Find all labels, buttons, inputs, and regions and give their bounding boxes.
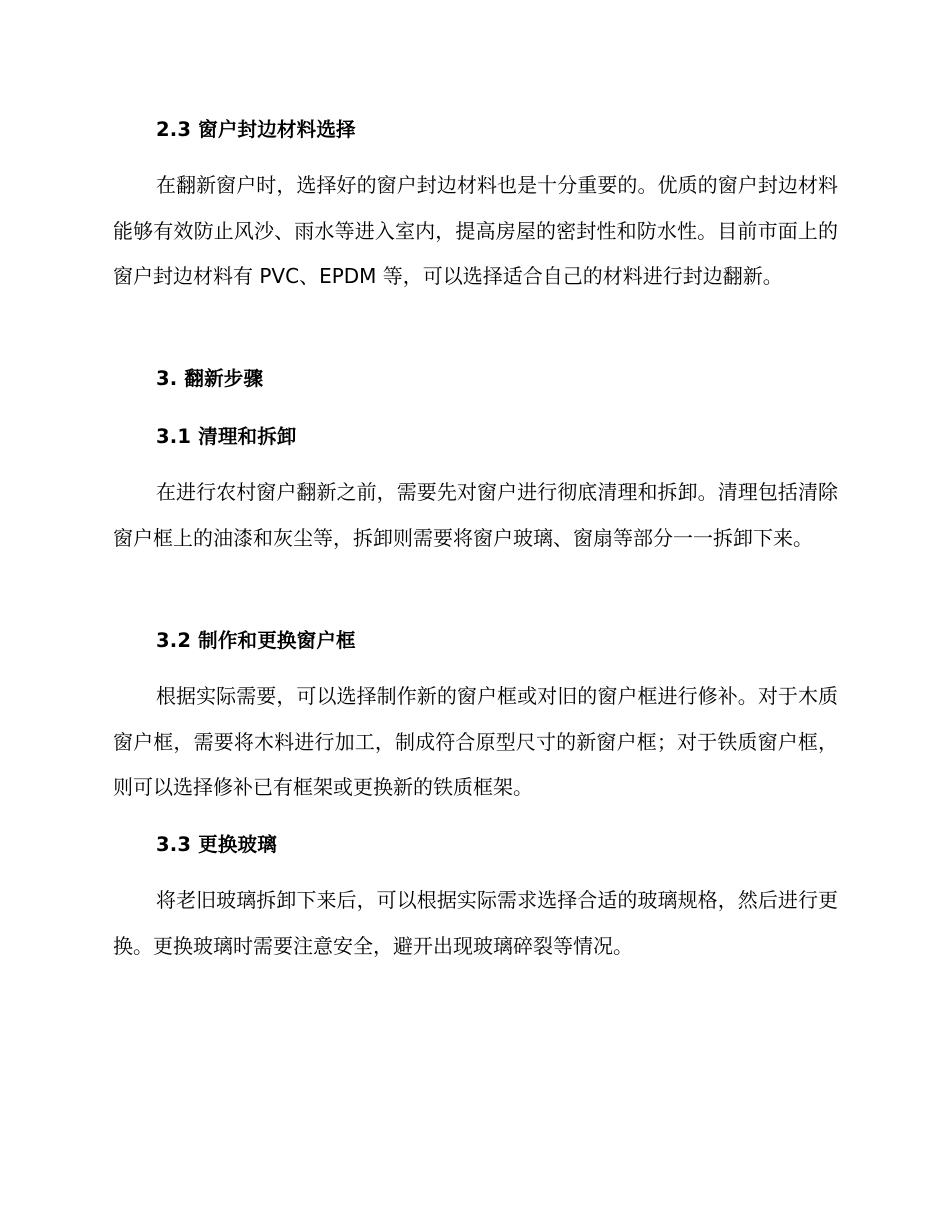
section-heading-3-2: 3.2 制作和更换窗户框: [156, 629, 356, 652]
section-paragraph-2-3: 在翻新窗户时，选择好的窗户封边材料也是十分重要的。优质的窗户封边材料能够有效防止风沙、雨水等进入室内，提高房屋的密封性和防水性。目前市面上的窗户封边材料有 PVC、EPDM 等，可以选择适合自己的材料进行封边翻新。: [113, 173, 838, 288]
section-heading-3-1: 3.1 清理和拆卸: [156, 425, 297, 448]
section-heading-3: 3. 翻新步骤: [156, 367, 264, 390]
section-paragraph-3-3: 将老旧玻璃拆卸下来后，可以根据实际需求选择合适的玻璃规格，然后进行更换。更换玻璃时需要注意安全，避开出现玻璃碎裂等情况。: [113, 888, 838, 958]
section-paragraph-3-1: 在进行农村窗户翻新之前，需要先对窗户进行彻底清理和拆卸。清理包括清除窗户框上的油漆和灰尘等，拆卸则需要将窗户玻璃、窗扇等部分一一拆卸下来。: [113, 480, 838, 550]
section-heading-3-3: 3.3 更换玻璃: [156, 833, 277, 856]
section-paragraph-3-2: 根据实际需要，可以选择制作新的窗户框或对旧的窗户框进行修补。对于木质窗户框，需要将木料进行加工，制成符合原型尺寸的新窗户框；对于铁质窗户框，则可以选择修补已有框架或更换新的铁质框架。: [113, 684, 838, 799]
section-heading-2-3: 2.3 窗户封边材料选择: [156, 118, 356, 141]
